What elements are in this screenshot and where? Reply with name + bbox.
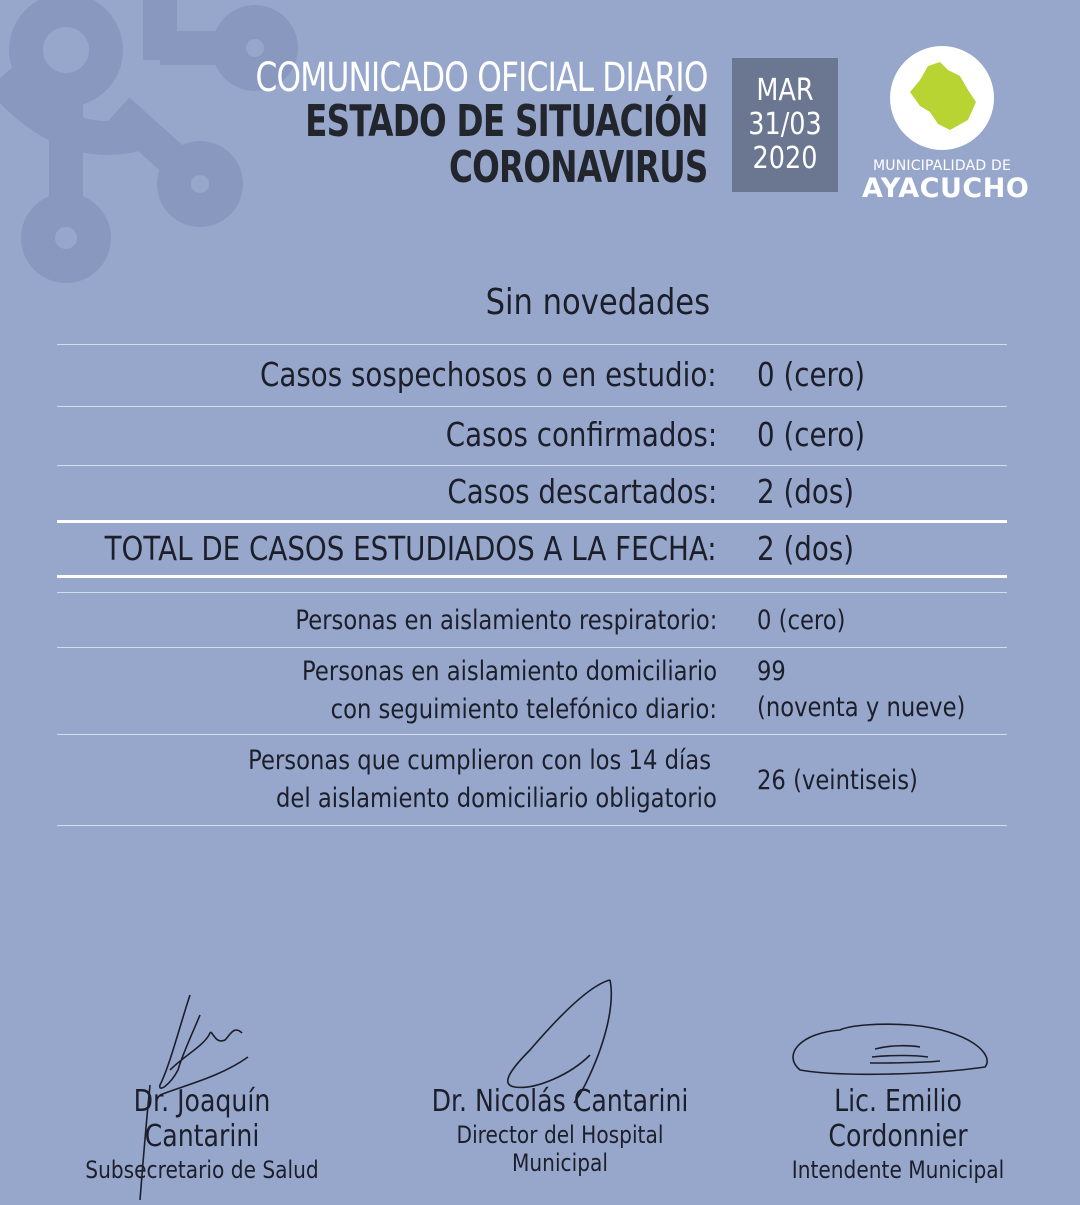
row-value: 0 (cero) (757, 605, 846, 636)
row-value-line1: 99 (757, 656, 786, 687)
row-label: Casos descartados: (447, 472, 717, 511)
row-value-line2: (noventa y nueve) (757, 692, 966, 723)
row-value: 2 (dos) (757, 529, 855, 568)
row-label: TOTAL DE CASOS ESTUDIADOS A LA FECHA: (104, 529, 717, 568)
date-day-month: 31/03 (748, 107, 822, 142)
header-line2: ESTADO DE SITUACIÓN (305, 96, 708, 147)
signature-block (748, 1084, 1048, 1184)
row-label-line1: Personas que cumplieron con los 14 días (248, 745, 711, 776)
signer-name: Dr. Nicolás Cantarini (431, 1084, 689, 1119)
signer-role: Subsecretario de Salud (85, 1156, 319, 1184)
date-year: 2020 (752, 141, 818, 176)
signer-role: Intendente Municipal (791, 1156, 1005, 1184)
signature-block (52, 1084, 352, 1184)
logo-line2: AYACUCHO (862, 173, 1030, 204)
header-line1: COMUNICADO OFICIAL DIARIO (255, 55, 708, 101)
signature-3-scribble (780, 1015, 1000, 1085)
status-subtitle: Sin novedades (485, 282, 710, 323)
row-label-line1: Personas en aislamiento domiciliario (301, 656, 717, 687)
signature-block (385, 1084, 735, 1177)
signer-name: Dr. Joaquín Cantarini (133, 1084, 271, 1154)
row-label-line2: del aislamiento domiciliario obligatorio (276, 783, 717, 814)
row-label-line2: con seguimiento telefónico diario: (330, 694, 717, 725)
header-line3: CORONAVIRUS (449, 142, 708, 193)
row-value: 0 (cero) (757, 355, 866, 394)
row-label: Casos confirmados: (445, 415, 717, 454)
logo-line1: MUNICIPALIDAD DE (872, 158, 1012, 174)
row-value: 0 (cero) (757, 415, 866, 454)
date-weekday: MAR (756, 73, 814, 108)
row-label: Casos sospechosos o en estudio: (260, 355, 717, 394)
row-label: Personas en aislamiento respiratorio: (294, 605, 717, 636)
row-value: 26 (veintiseis) (757, 765, 918, 796)
signer-name: Lic. Emilio Cordonnier (828, 1084, 968, 1154)
row-value: 2 (dos) (757, 472, 855, 511)
signer-role: Director del Hospital Municipal (456, 1121, 664, 1177)
